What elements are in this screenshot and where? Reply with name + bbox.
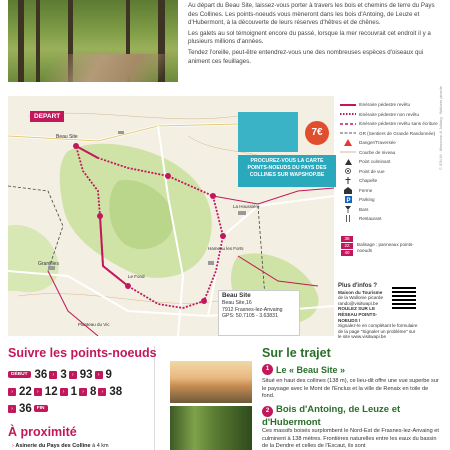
viewpoint-icon <box>340 167 356 175</box>
summit-icon <box>340 158 356 166</box>
info-line: ROULEZ SUR LE RÉSEAU POINTS-NOEUDS ! <box>338 306 378 323</box>
price-badge: 7€ <box>305 121 329 145</box>
arrow-right-icon: › <box>95 371 103 379</box>
node-number: 1 <box>70 385 77 398</box>
qr-code[interactable] <box>392 285 416 309</box>
start-city: 7912 Frasnes-lez-Anvaing <box>222 306 283 313</box>
intro-text <box>188 2 438 68</box>
column-divider <box>154 346 155 450</box>
legend-label: Ferme <box>359 187 373 193</box>
legend-dashed-line-icon <box>340 120 356 128</box>
arrow-right-icon: › <box>49 371 57 379</box>
start-address: Beau Site,16 <box>222 299 252 306</box>
legend-solid-line-icon <box>340 101 356 109</box>
intro-paragraph-1: Au départ du Beau Site, laissez-vous porter à travers les bois et chemins de terre du Pays des Collines. Les points-noeuds vous mèneront dans les bois d'Antoing, de Leuze et d'Hubermont, à la découverte de leurs réserves d'hêtres et de chênes. <box>188 2 435 27</box>
place-label: Le Fond <box>128 274 145 279</box>
legend-dotted-line-icon <box>340 110 356 118</box>
node-number: 12 <box>44 385 58 398</box>
info-line: de la Wallonie picarde <box>338 295 384 301</box>
arrow-right-icon: › <box>8 388 16 396</box>
node-badge: 22 <box>341 243 353 249</box>
legend-label: Point de vue <box>359 168 385 174</box>
debut-label: DÉBUT <box>8 371 31 378</box>
forest-path-photo <box>8 0 178 82</box>
arrow-right-icon: › <box>8 405 16 413</box>
node-number: 9 <box>105 368 112 381</box>
svg-text:P: P <box>345 198 351 204</box>
legend-gr-line-icon <box>340 129 356 137</box>
legend-label: Restaurant <box>359 216 382 222</box>
item-number-badge: 2 <box>262 406 273 417</box>
fin-label: FIN <box>34 405 48 412</box>
legend-label: Chapelle <box>359 178 378 184</box>
place-label: La Houssière <box>233 204 260 209</box>
bar-glass-icon <box>340 205 356 213</box>
proximite-item-name: Asinerie du Pays des Colline <box>15 443 91 449</box>
legend-label: Danger/Traversée <box>359 140 396 146</box>
intro-paragraph-2: Les galets au sol témoignent encore du passé, lorsque la mer recouvrait cet endroit il y a plusieurs millions d'années. <box>188 29 431 46</box>
place-label: Beau Site <box>56 134 78 140</box>
depart-tag: DEPART <box>30 111 64 122</box>
node-number: 36 <box>34 368 48 381</box>
node-number: 3 <box>60 368 67 381</box>
trajet-item-2-title <box>262 404 442 428</box>
place-label: Hameau les Forts <box>208 246 244 251</box>
trajet-item-1-name: Le « Beau Site » <box>276 364 346 375</box>
legend-label: GR (Sentiers de Grande Randonnée) <box>359 130 436 136</box>
trajet-item-1-text: Situé en haut des collines (138 m), ce lieu-dit offre une vue superbe sur le paysage avec le Mont de l'Enclus et la ville de Renaix en toile de fond. <box>262 378 439 400</box>
info-email[interactable]: rando@visitwapi.be <box>338 300 379 306</box>
promo-banner[interactable]: PROCUREZ-VOUS LA CARTE POINTS-NOEUDS DU PAYS DES COLLINES SUR WAPSHOP.BE <box>238 155 336 187</box>
sunset-landscape-photo <box>170 361 252 403</box>
start-point-box <box>218 290 300 336</box>
suivre-heading: Suivre les points-noeuds <box>8 346 157 360</box>
arrow-right-icon: › <box>69 371 77 379</box>
start-gps: GPS: 50.7105 - 3.63831 <box>222 313 278 320</box>
node-number: 36 <box>19 402 32 415</box>
node-number: 8 <box>90 385 97 398</box>
badge-note: Balisage : panneaux points-noeuds <box>357 242 414 253</box>
item-number-badge: 1 <box>262 364 273 375</box>
node-number: 22 <box>19 385 32 398</box>
bullet-arrow-icon: › <box>12 443 14 449</box>
legend-label: Point culminant <box>359 159 391 165</box>
legend-label: Courbe de niveau <box>359 149 396 155</box>
intro-paragraph-3: Tendez l'oreille, peut-être entendrez-vous une des nombreuses espèces d'oiseaux qui animent ces feuillages. <box>188 48 424 65</box>
node-badge-sample <box>341 236 353 257</box>
node-number: 38 <box>109 385 123 398</box>
legend-label: Bars <box>359 206 369 212</box>
legend-label: Itinéraire pédestre non revêtu <box>359 111 420 117</box>
map-product-image <box>238 112 298 152</box>
info-line: Maison du Tourisme <box>338 289 383 295</box>
node-badge: 40 <box>341 250 353 256</box>
proximite-item-distance: à 4 km <box>90 443 109 449</box>
arrow-right-icon: › <box>98 388 106 396</box>
place-label: Granillies <box>38 261 59 267</box>
legend-label: Itinéraire pédestre revêtu <box>359 102 411 108</box>
proximite-item <box>12 443 109 449</box>
parking-icon <box>340 196 356 204</box>
node-badge: 36 <box>341 236 353 242</box>
legend-label: Itinéraire pédestre revêtu sans écriture <box>359 121 438 127</box>
info-line: Signalez-le en complétant le formulaire de la page "Signaler un problème" sur le site www.visitwapi.be <box>338 323 418 340</box>
arrow-right-icon: › <box>79 388 87 396</box>
trajet-item-2-text: Ces massifs boisés surplombent le Nord-Est de Frasnes-lez-Anvaing et culminent à 138 mètres. Frontières naturelles entre les eaux du bassin de la Dendre et celles de l'Escaut, ils sont <box>262 428 439 450</box>
danger-triangle-icon <box>340 139 356 147</box>
chapel-icon <box>340 177 356 185</box>
info-title: Plus d'infos ? <box>338 283 378 289</box>
trajet-heading: Sur le trajet <box>262 346 331 360</box>
legend-label: Parking <box>359 197 375 203</box>
forest-photo <box>170 406 252 450</box>
arrow-right-icon: › <box>60 388 68 396</box>
restaurant-icon <box>340 215 356 223</box>
trajet-item-2-name: Bois d'Antoing, de Leuze et d'Hubermont <box>262 404 401 428</box>
arrow-right-icon: › <box>34 388 42 396</box>
contour-line-icon <box>340 148 356 156</box>
node-sequence <box>8 366 152 417</box>
node-number: 93 <box>79 368 93 381</box>
map-legend <box>340 100 445 224</box>
proximite-heading: À proximité <box>8 425 77 439</box>
place-label: Planteau du Vic <box>78 322 110 327</box>
trajet-item-1-title <box>262 364 345 375</box>
copyright-vertical: © IGN-Nl · Mouscron & Jolbarg · Wallonie picarde <box>439 86 443 170</box>
start-title: Beau Site <box>222 292 251 299</box>
farm-icon <box>340 186 356 194</box>
